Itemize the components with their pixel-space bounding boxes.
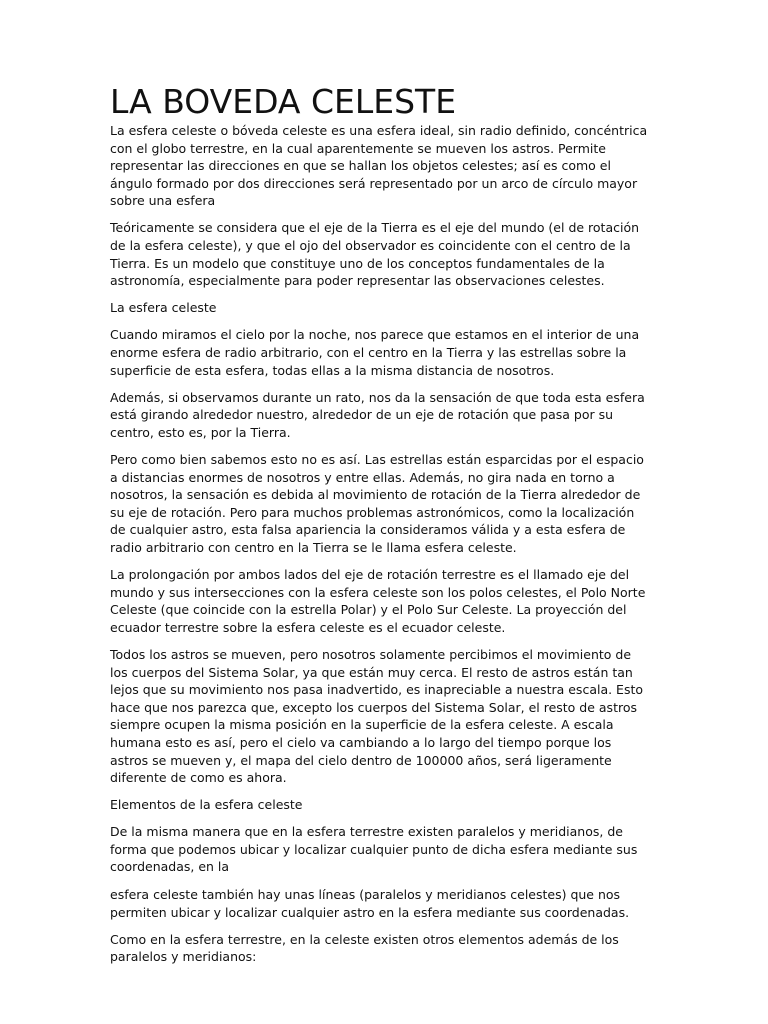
paragraph-rotation: Además, si observamos durante un rato, nos da la sensación de que toda esta esfera está girando alrededor nuestro, alrededor de un eje de rotación que pasa por su centro, esto es, por la Tierra. [110, 389, 645, 440]
paragraph-intro: La esfera celeste o bóveda celeste es una esfera ideal, sin radio definido, concéntrica con el globo terrestre, en la cual aparentemente se mueven los astros. Permite representar las direcciones en que se hallan los objetos celestes; así es como el ángulo formado por dos direcciones será representado por un arco de círculo mayor sobre una esfera [110, 123, 648, 209]
paragraph-theory: Teóricamente se considera que el eje de la Tierra es el eje del mundo (el de rotación de la esfera celeste), y que el ojo del observador es coincidente con el centro de la Tierra. Es un modelo que constituye uno de los conceptos fundamentales de la astronomía, especialmente para poder representar las observaciones celestes. [110, 220, 640, 289]
paragraph-parallels-meridians: De la misma manera que en la esfera terrestre existen paralelos y meridianos, de forma que podemos ubicar y localizar cualquier punto de dicha esfera mediante sus coordenadas, en la [110, 824, 638, 875]
paragraph-astros-movement: Todos los astros se mueven, pero nosotros solamente percibimos el movimiento de los cuerpos del Sistema Solar, ya que están muy cerca. El resto de astros están tan lejos que su movimiento nos pasa inadvertido, es inapreciable a nuestra escala. Esto hace que nos parezca que, excepto los cuerpos del Sistema Solar, el resto de astros siempre ocupen la misma posición en la superficie de la esfera celeste. A escala humana esto es así, pero el cielo va cambiando a lo largo del tiempo porque los astros se mueven y, el mapa del cielo dentro de 100000 años, será ligeramente diferente de como es ahora. [110, 646, 644, 786]
document-page [110, 82, 650, 975]
paragraph-celestial-lines: esfera celeste también hay unas líneas (paralelos y meridianos celestes) que nos permiten ubicar y localizar cualquier astro en la esfera mediante sus coordenadas. [110, 887, 630, 920]
section-heading-elementos: Elementos de la esfera celeste [110, 797, 303, 813]
document-title: LA BOVEDA CELESTE [110, 82, 457, 121]
paragraph-night-sky: Cuando miramos el cielo por la noche, nos parece que estamos en el interior de una enorme esfera de radio arbitrario, con el centro en la Tierra y las estrellas sobre la superficie de esta esfera, todas ellas a la misma distancia de nosotros. [110, 327, 640, 378]
paragraph-other-elements: Como en la esfera terrestre, en la celeste existen otros elementos además de los paralelos y meridianos: [110, 931, 619, 965]
paragraph-stars-distance: Pero como bien sabemos esto no es así. Las estrellas están esparcidas por el espacio a distancias enormes de nosotros y entre ellas. Además, no gira nada en torno a nosotros, la sensación es debida al movimiento de rotación de la Tierra alrededor de su eje de rotación. Pero para muchos problemas astronómicos, como la localización de cualquier astro, esta falsa apariencia la consideramos válida y a esta esfera de radio arbitrario con centro en la Tierra se le llama esfera celeste. [110, 452, 644, 555]
section-heading-esfera-celeste: La esfera celeste [110, 300, 217, 316]
paragraph-celestial-poles: La prolongación por ambos lados del eje de rotación terrestre es el llamado eje del mundo y sus intersecciones con la esfera celeste son los polos celestes, el Polo Norte Celeste (que coincide con la estrella Polar) y el Polo Sur Celeste. La proyección del ecuador terrestre sobre la esfera celeste es el ecuador celeste. [110, 567, 646, 635]
